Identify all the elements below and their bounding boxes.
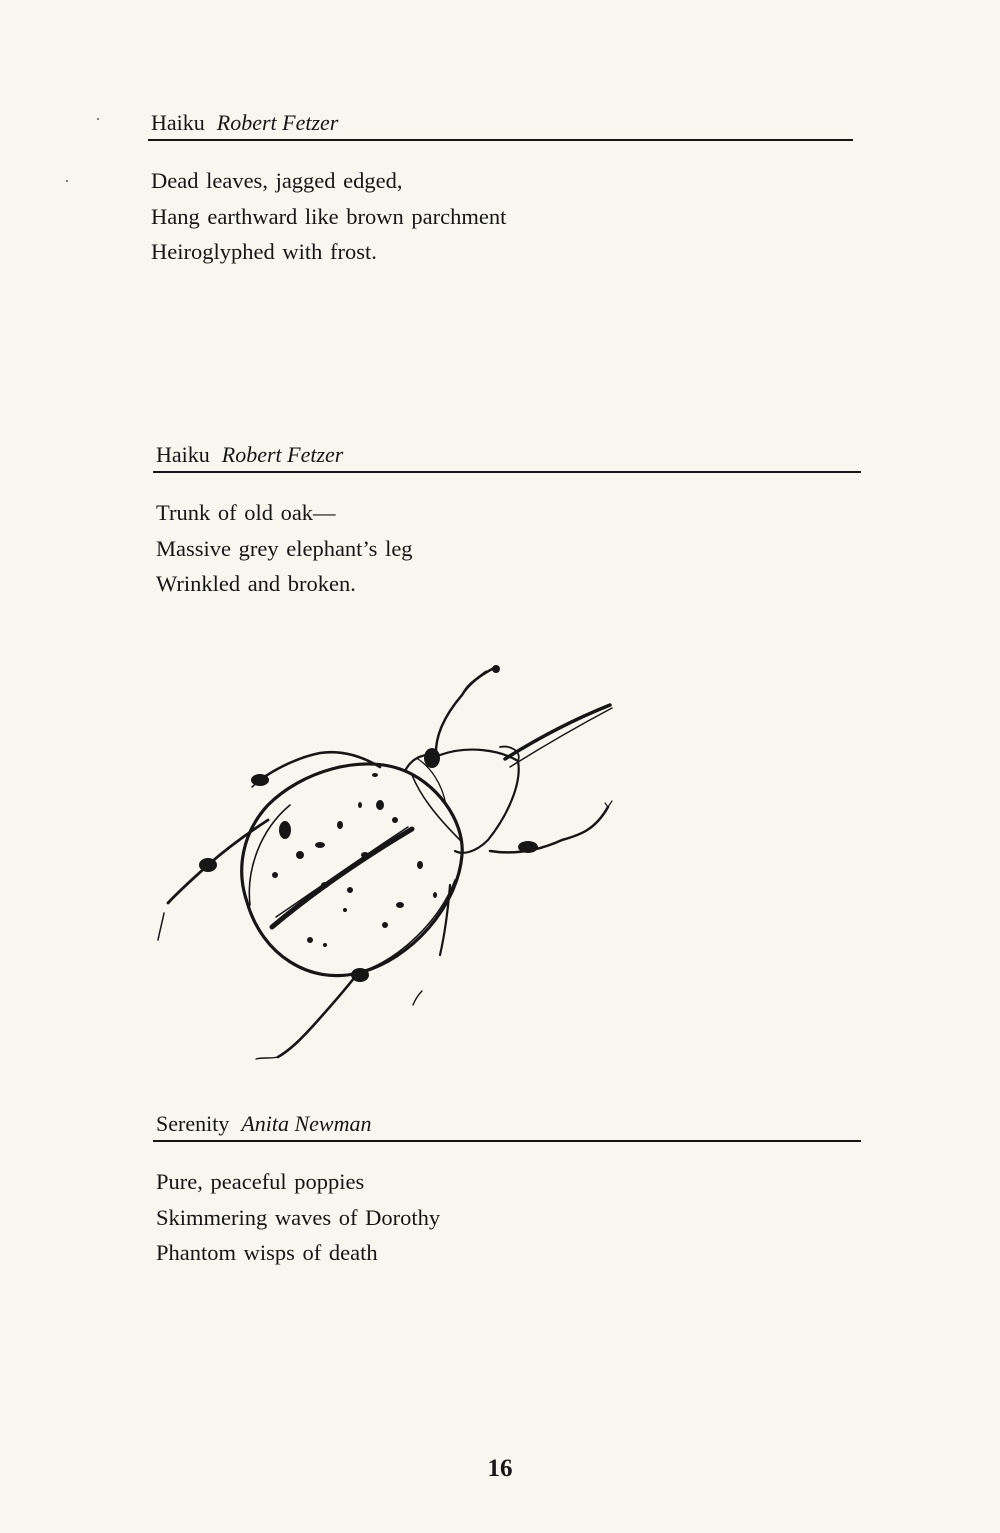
poem-title: Haiku xyxy=(156,442,210,467)
poem-author: Robert Fetzer xyxy=(216,110,339,135)
poem-header xyxy=(153,1109,861,1139)
poem-title: Serenity xyxy=(156,1111,230,1136)
poem-lines xyxy=(153,1164,861,1271)
poem-line: Massive grey elephant’s leg xyxy=(156,535,413,561)
poem-line: Phantom wisps of death xyxy=(156,1240,378,1265)
poem-line: Hang earthward like brown parchment xyxy=(151,203,507,229)
poem-line: Wrinkled and broken. xyxy=(156,571,356,596)
poem-author: Anita Newman xyxy=(241,1111,372,1136)
poem-author: Robert Fetzer xyxy=(221,442,344,467)
poem-header xyxy=(148,108,853,138)
paper-speck xyxy=(66,180,68,182)
poem-header xyxy=(153,440,861,470)
poem-haiku-2 xyxy=(153,440,861,602)
poem-haiku-1 xyxy=(148,108,853,270)
poem-serenity xyxy=(153,1109,861,1271)
title-rule xyxy=(148,139,853,141)
poem-line: Dead leaves, jagged edged, xyxy=(151,168,403,193)
poem-line: Trunk of old oak— xyxy=(156,500,336,525)
poem-line: Skimmering waves of Dorothy xyxy=(156,1204,441,1230)
poem-lines xyxy=(153,495,861,602)
poem-lines xyxy=(148,163,853,270)
paper-speck xyxy=(97,118,99,120)
page-number: 16 xyxy=(487,1455,513,1482)
title-rule xyxy=(153,1140,861,1142)
poem-line: Pure, peaceful poppies xyxy=(156,1169,365,1194)
title-rule xyxy=(153,471,861,473)
beetle-icon xyxy=(150,655,630,1070)
poem-title: Haiku xyxy=(151,110,205,135)
poem-line: Heiroglyphed with frost. xyxy=(151,239,377,264)
